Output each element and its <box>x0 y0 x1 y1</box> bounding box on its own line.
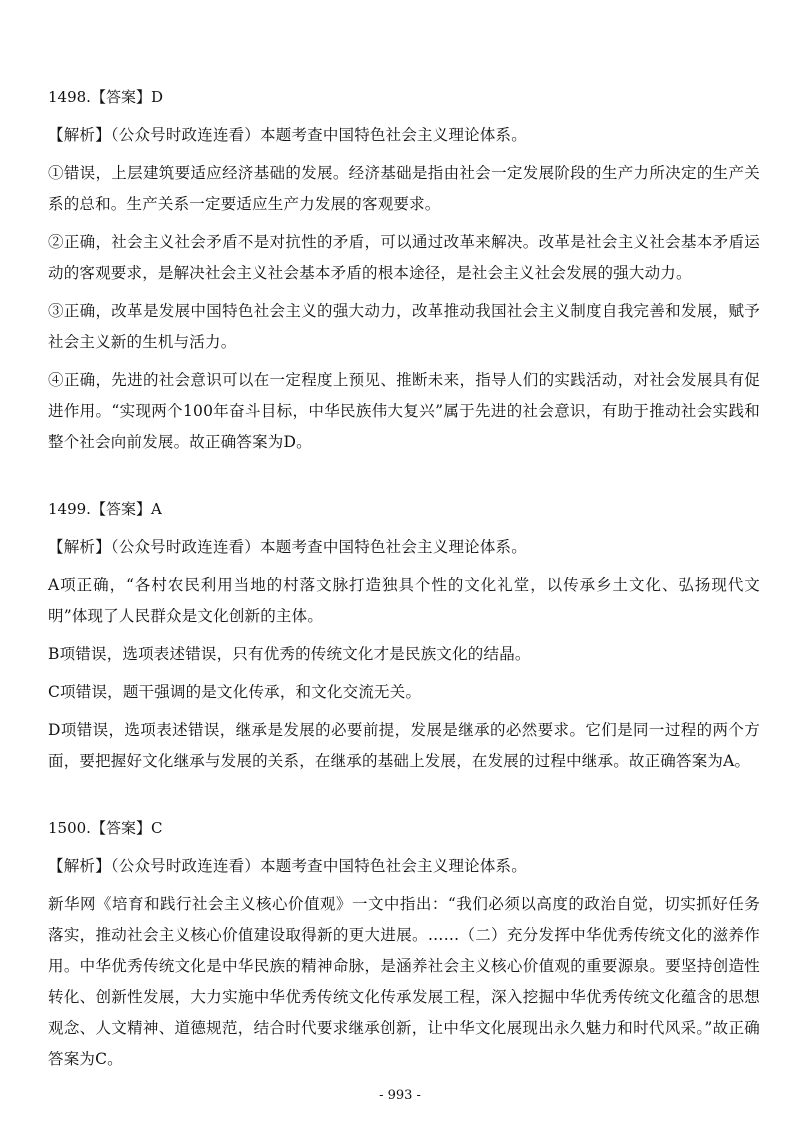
analysis-option-d: D项错误，选项表述错误，继承是发展的必要前提，发展是继承的必然要求。它们是同一过程的两个方面，要把握好文化继承与发展的关系，在继承的基础上发展，在发展的过程中继承。故正确答案为A。 <box>48 721 760 770</box>
analysis-point-4: ④正确，先进的社会意识可以在一定程度上预见、推断未来，指导人们的实践活动，对社会发展具有促进作用。“实现两个100年奋斗目标，中华民族伟大复兴”属于先进的社会意识，有助于推动社会实践和整个社会向前发展。故正确答案为D。 <box>48 371 760 451</box>
document-page <box>48 84 760 1113</box>
question-1500 <box>48 815 760 1075</box>
page-number: - 993 - <box>379 1088 421 1103</box>
analysis-point-2: ②正确，社会主义社会矛盾不是对抗性的矛盾，可以通过改革来解决。改革是社会主义社会基本矛盾运动的客观要求，是解决社会主义社会基本矛盾的根本途径，是社会主义社会发展的强大动力。 <box>48 233 760 282</box>
analysis-point-3: ③正确，改革是发展中国特色社会主义的强大动力，改革推动我国社会主义制度自我完善和发展，赋予社会主义新的生机与活力。 <box>48 302 760 351</box>
question-1499 <box>48 496 760 777</box>
question-1498 <box>48 84 760 458</box>
analysis-body: 新华网《培育和践行社会主义核心价值观》一文中指出：“我们必须以高度的政治自觉，切实抓好任务落实，推动社会主义核心价值建设取得新的更大进展。……（二）充分发挥中华优秀传统文化的滋养作用。中华优秀传统文化是中华民族的精神命脉，是涵养社会主义核心价值观的重要源泉。要坚持创造性转化、创新性发展，大力实施中华优秀传统文化传承发展工程，深入挖掘中华优秀传统文化蕴含的思想观念、人文精神、道德规范，结合时代要求继承创新，让中华文化展现出永久魅力和时代风采。”故正确答案为C。 <box>48 895 760 1068</box>
analysis-option-c: C项错误，题干强调的是文化传承，和文化交流无关。 <box>48 683 422 701</box>
answer-header: 1498.【答案】D <box>48 88 163 106</box>
analysis-intro: 【解析】（公众号时政连连看）本题考查中国特色社会主义理论体系。 <box>48 126 527 144</box>
analysis-intro: 【解析】（公众号时政连连看）本题考查中国特色社会主义理论体系。 <box>48 538 527 556</box>
analysis-point-1: ①错误，上层建筑要适应经济基础的发展。经济基础是指由社会一定发展阶段的生产力所决定的生产关系的总和。生产关系一定要适应生产力发展的客观要求。 <box>48 164 760 213</box>
answer-header: 1500.【答案】C <box>48 819 163 837</box>
analysis-option-a: A项正确，“各村农民利用当地的村落文脉打造独具个性的文化礼堂，以传承乡土文化、弘扬现代文明”体现了人民群众是文化创新的主体。 <box>48 576 760 625</box>
answer-header: 1499.【答案】A <box>48 500 162 518</box>
analysis-option-b: B项错误，选项表述错误，只有优秀的传统文化才是民族文化的结晶。 <box>48 645 531 663</box>
analysis-intro: 【解析】（公众号时政连连看）本题考查中国特色社会主义理论体系。 <box>48 857 527 875</box>
